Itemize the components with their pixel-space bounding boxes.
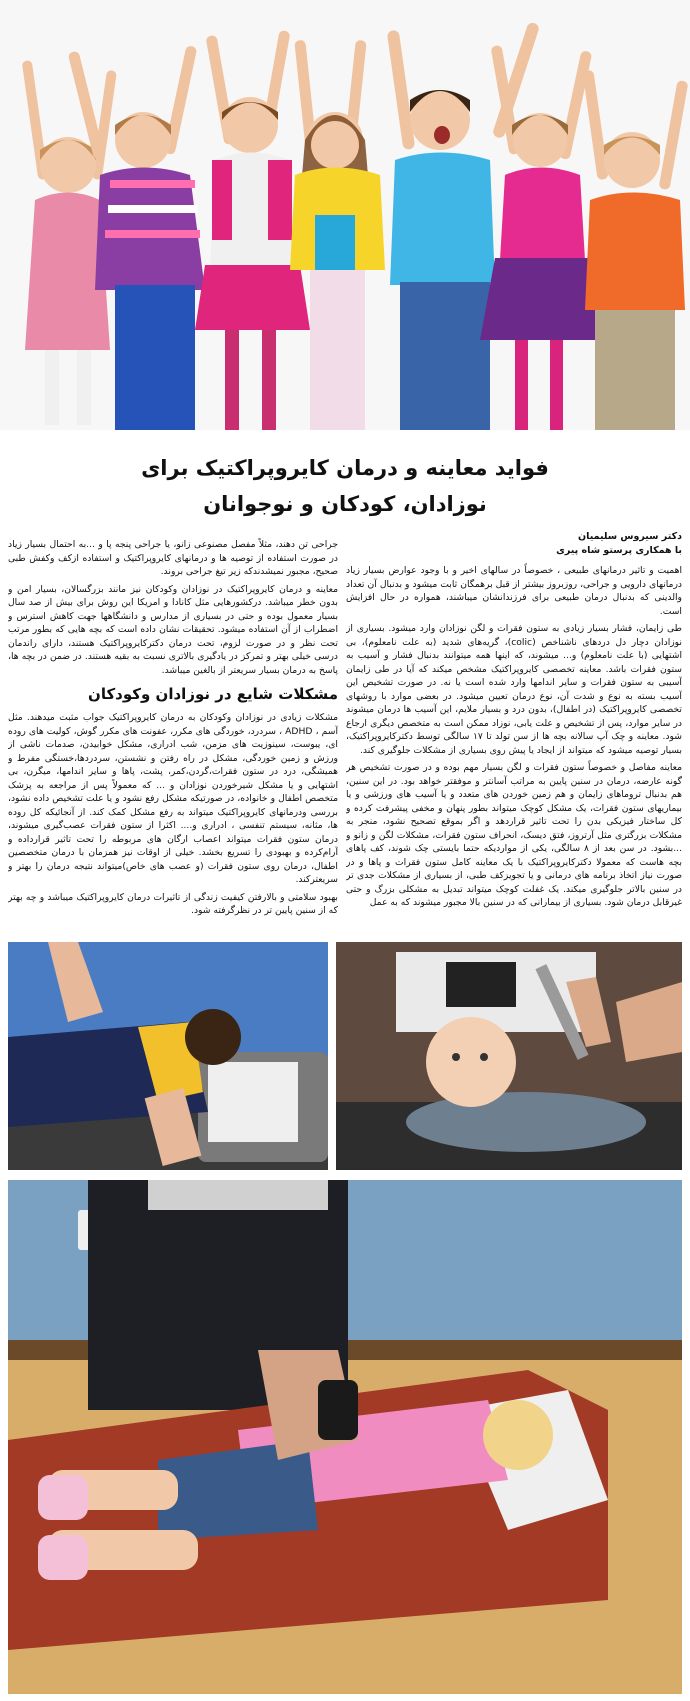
byline	[346, 530, 682, 558]
hero-illustration	[0, 0, 690, 430]
article-title-line-1: فواید معاینه و درمان کایروپراکتیک برای	[141, 456, 549, 480]
paragraph: مشکلات زیادی در نوزادان وکودکان به درمان کایروپراکتیک جواب مثبت میدهند. مثل آسم ، ADHD ، سردرد، خوردگی های مکرر، عفونت های مکرر گوش، کولیت های روده ای، یبوست، سینوزیت های مزمن، شب ادراری، مشکل خوابیدن، صدمات ناشی از ورزش و زمین خوردگی، مشکل در راه رفتن و نشستن، سردردها،خستگی مفرط و همیشگی، درد در ستون فقرات،گردن،کمر، پشت، پاها و سایر اندامها، میگرن، بی اشتهایی و یا مشکل شیرخوردن نوزادان و ... که معمولاً پس از مراجعه به پزشک متخصص اطفال و خانواده، در صورتیکه مشکل رفع نشود و یا علت تشخیص داده نشود، بررسی ودرمانهای کایروپراکتیک میتواند به رفع مشکل کمک کند. از آنجائیکه کل روده ها، مثانه، سیستم تنفسی ، ادراری و.... اکثرا از ستون فقرات عصب‌گیری میشوند، درمان ستون فقرات میتواند اعصاب ارگان های مربوطه را تحت تاثیر قرارداده و آرام‌کرده و بهبودی را تسریع بخشد. خیلی از اوقات نیز همزمان با درمان متخصصین اطفال، درمان روی ستون فقرات (و عصب های خاص)میتواند نتیجه درمان را بهتر و سریعترکند.	[8, 712, 338, 885]
article-column-left	[8, 538, 338, 930]
paragraph: معاینه مفاصل و خصوصاً ستون فقرات و لگن بسیار مهم بوده و در صورت تشخیص هر گونه عارضه، درمان در سنین پایین به مراتب آسانتر و موفقتر خواهد بود. در این سنین، هم بدنبال تروماهای زایمان و هم زمین خوردن های متعدد و یا آسیب های ورزشی و یا بیماریهای ستون فقرات، یک مشکل کوچک میتواند بطور پنهان و مخفی پیشرفت کرده و کل ساختار فیزیکی بدن را تحت تاثیر قراردهد و اگر بموقع تصحیح نشود، منجر به مشکلات بزرگتری مثل آرتروز، فتق دیسک، انحراف ستون فقرات، مشکلات لگن و زانو و ...بشود. در سن بعد از ۸ سالگی، یکی از مواردیکه حتما بایستی چک شوند، کف پاهای بچه هاست که معمولا دکترکایروپراکتیک با یک معاینه کامل ستون فقرات و پاها و در صورت نیاز اتخاذ برنامه های درمانی و یا تجویزکف طبی، از بسیاری از مشکلات جدی تر در سنین بالاتر جلوگیری میکند. یک غفلت کوچک میتواند تبدیل به مشکلی بزرگ و حتی غیرقابل درمان شود. بسیاری از بیمارانی که در سنین بالا مجبور میشوند که به عمل	[346, 762, 682, 908]
article-title-line-2: نوزادان، کودکان و نوجوانان	[203, 492, 487, 516]
photo-illustration	[8, 1180, 682, 1694]
photo-illustration	[8, 942, 328, 1170]
article-column-right	[346, 530, 682, 930]
author-name: دکتر سیروس سلیمیان	[578, 531, 682, 542]
paragraph: طی زایمان، فشار بسیار زیادی به ستون فقرات و لگن نوزادان وارد میشود. بسیاری از نوزادان دچار دل دردهای ناشناخص (colic)، گریه‌های شدید (به علت نامعلوم)، بی اشتهایی (با علت نامعلوم) و... میشوند، که اینها همه میتوانند بدنبال فشار و آسیب به ستون فقرات باشد. معاینه تخصصی کایروپراکتیک مشخص میکند که آیا در طی زایمان آسیبی به ستون فقرات و سایر اندامها وارد شده است یا نه. در صورت تشخیص این آسیب بسته به نوع و شدت آن، نوع درمان تعیین میشود. در بعضی موارد با روشهای تخصصی کایروپراکتیک (در اطفال)، بدون درد و بسیار ملایم، این آسیب ها درمان میشوند در سایر موارد، پس از تشخیص و علت یابی، نوزاد ممکن است به متخصص دیگری ارجاع شود. معاینه و چک آپ سالانه بچه ها از سن تولد تا ۱۷ سالگی توسط دکترکایروپراکتیک، بسیار توصیه میشود که میتواند از ایجاد یا پیش روی بسیاری از مشکلات جلوگیری کند.	[346, 623, 682, 756]
hero-photo-children	[0, 0, 690, 430]
photo-illustration	[336, 942, 682, 1170]
photo-child-adjustment	[8, 942, 328, 1170]
paragraph: بهبود سلامتی و بالارفتن کیفیت زندگی از تاثیرات درمان کایروپراکتیک میباشد و چه بهتر که از سنین پایین تر در نظرگرفته شود.	[8, 891, 338, 916]
photo-baby-adjustment	[336, 942, 682, 1170]
photo-toddler-adjustment	[8, 1180, 682, 1694]
paragraph: معاینه و درمان کایروپراکتیک در نوزادان وکودکان نیز مانند بزرگسالان، بسیار امن و بدون خطر میباشد. درکشورهایی مثل کانادا و امریکا این روش برای بیش از صد سال بسیار معمول بوده و حتی در بسیاری از مدارس و دانشگاهها جهت کاهش استرس و اضطراب از آن استفاده میشود. تحقیقات نشان داده است که بچه هایی که بطور مرتب تحت نظر و در صورت لزوم، تحت درمان دکترکایروپراکتیک هستند، دارای راندمان درسی خیلی بهتر و تمرکز در یادگیری بالاتری نسبت به بقیه هستند. در ضمن در بچه ها، پاسخ به درمان بسیار سریعتر از بالغین میباشد.	[8, 583, 338, 676]
coauthor-name: با همکاری پرستو شاه پیری	[556, 545, 682, 556]
paragraph: اهمیت و تاثیر درمانهای طبیعی ، خصوصاً در سالهای اخیر و با وجود عوارض بسیار زیاد درمانهای دارویی و جراحی، روزبروز بیشتر از قبل برهمگان ثابت میشود و بدنبال آن تعداد والدینی که بدنبال درمان طبیعی برای فرزندانشان میباشند، همواره در حال افزایش است.	[346, 565, 682, 617]
article-title	[0, 450, 690, 522]
section-subheading: مشکلات شایع در نوزادان وکودکان	[88, 685, 338, 703]
paragraph: جراحی تن دهند، مثلاً مفصل مصنوعی زانو، یا جراحی پنجه پا و ...به احتمال بسیار زیاد در صورت استفاده از توصیه ها و درمانهای کایروپراکتیک و استفاده ازکف وکفش طبی صحیح، مجبور نمیشدندکه زیر تیغ جراحی بروند.	[8, 539, 338, 577]
